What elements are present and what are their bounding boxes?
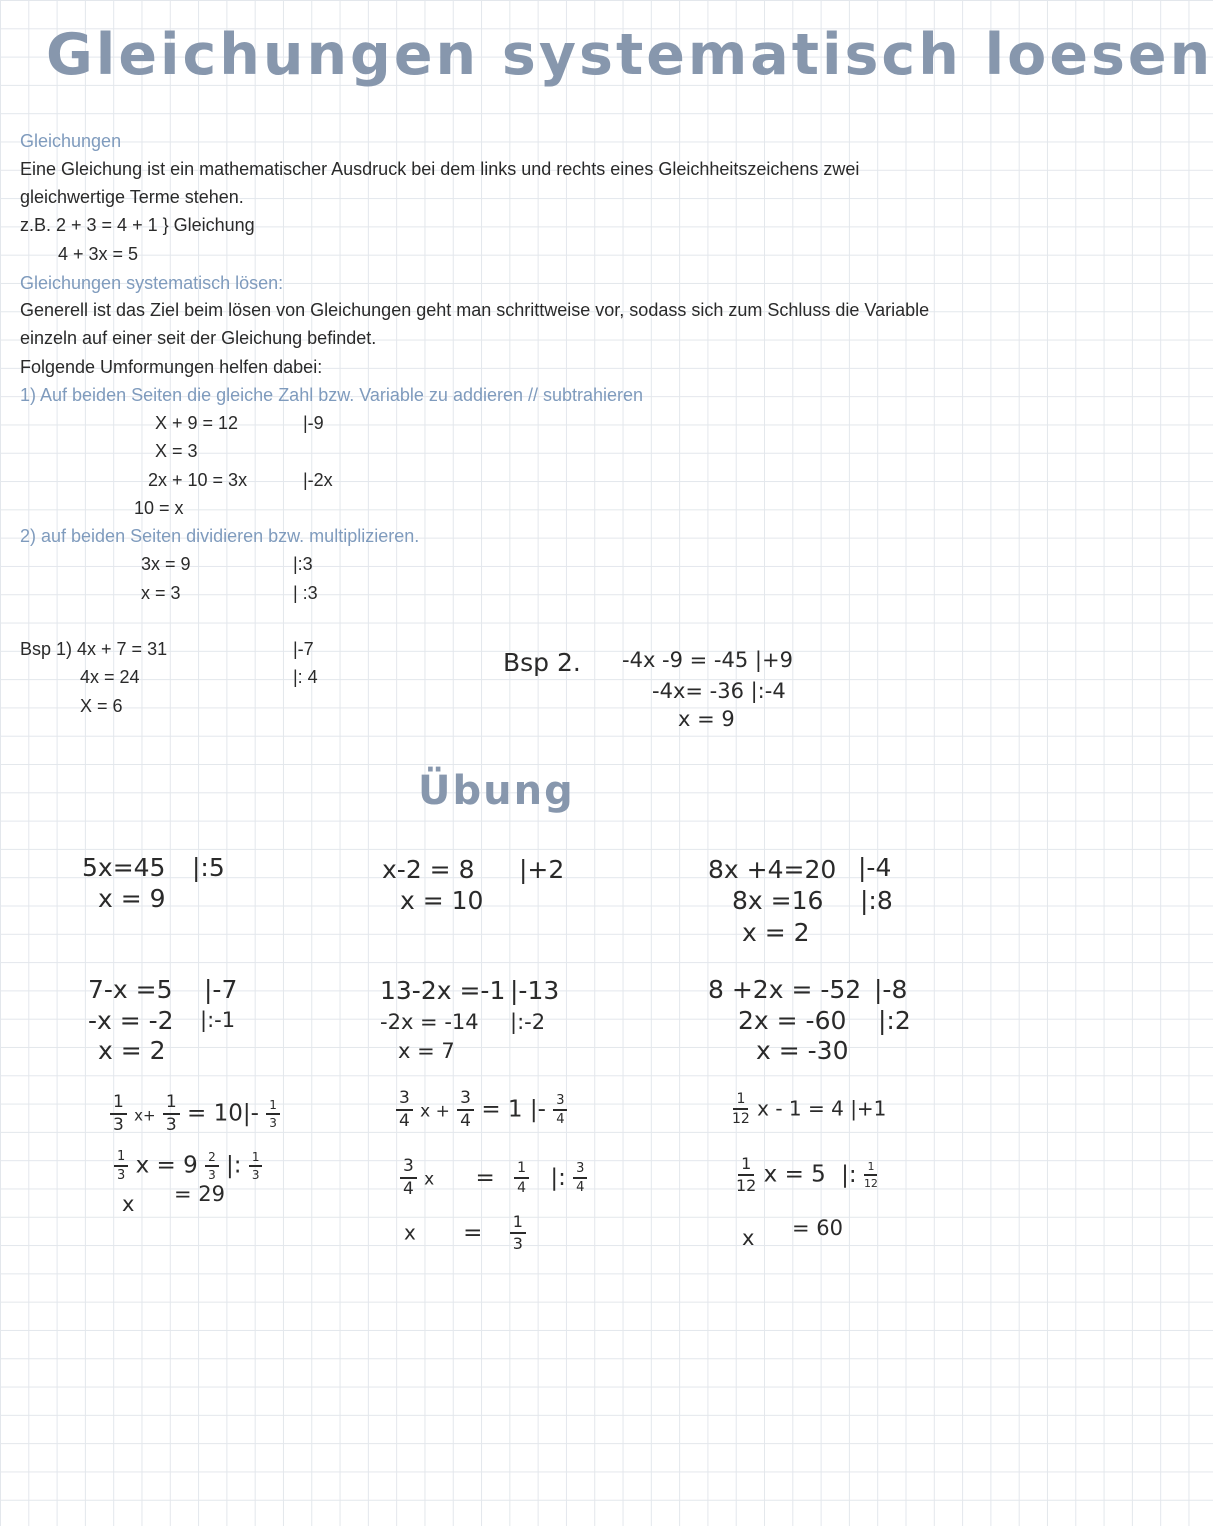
- exercise-4-step: -x = -2: [88, 1006, 174, 1035]
- exercise-1-result: x = 9: [98, 884, 166, 913]
- exercise-7-step: [114, 1150, 262, 1182]
- rule1-example-b-result: 10 = x: [134, 498, 184, 518]
- fraction-denominator: 3: [208, 1168, 216, 1182]
- fraction: [864, 1161, 878, 1189]
- fraction-numerator: 3: [457, 1090, 474, 1111]
- fraction-numerator: 1: [249, 1151, 263, 1167]
- fraction-numerator: 1: [738, 1156, 754, 1176]
- term: x: [135, 1152, 150, 1179]
- fraction-numerator: 1: [114, 1150, 128, 1167]
- term: x: [424, 1169, 435, 1190]
- exercise-3-operation-2: |:8: [860, 886, 893, 915]
- exercise-4-operation-2: |:-1: [200, 1008, 236, 1032]
- fraction-numerator: 1: [514, 1161, 529, 1179]
- exercise-9-equation: [732, 1092, 886, 1126]
- exercise-8-result: [404, 1214, 526, 1252]
- exercise-6-result: x = -30: [756, 1036, 849, 1065]
- term: x = 5: [763, 1161, 826, 1188]
- uebung-heading: Übung: [418, 768, 575, 814]
- exercise-3-step: 8x =16: [732, 886, 824, 915]
- rule1-example-b-equation: 2x + 10 = 3x: [148, 470, 248, 490]
- fraction-numerator: 3: [553, 1094, 567, 1111]
- fraction: [514, 1161, 529, 1195]
- fraction: [457, 1090, 474, 1130]
- fraction: [249, 1151, 263, 1181]
- exercise-7-result-x: x: [122, 1192, 135, 1216]
- term: = 1 |-: [481, 1096, 546, 1123]
- term: = 9: [156, 1152, 198, 1179]
- fraction-denominator: 12: [736, 1176, 757, 1195]
- exercise-4-equation: 7-x =5: [88, 975, 173, 1004]
- fraction-denominator: 4: [517, 1180, 527, 1196]
- exercise-6-operation-2: |:2: [878, 1006, 911, 1035]
- exercise-9-step: [736, 1156, 878, 1194]
- rule2-example-operation-1: |:3: [293, 554, 313, 574]
- bsp2-step: -4x= -36 |:-4: [652, 679, 786, 703]
- fraction-denominator: 4: [556, 1112, 565, 1127]
- bsp2-label: Bsp 2.: [503, 648, 581, 677]
- fraction: [732, 1092, 750, 1126]
- fraction-denominator: 3: [251, 1168, 260, 1182]
- fraction-denominator: 4: [403, 1179, 414, 1199]
- fraction-numerator: 1: [266, 1099, 280, 1115]
- fraction: [266, 1099, 280, 1129]
- exercise-1-operation: |:5: [192, 853, 225, 882]
- goal-line-1: Generell ist das Ziel beim lösen von Gleichungen geht man schrittweise vor, sodass sich zum Schluss die Variable: [20, 300, 930, 320]
- exercise-8-step: [400, 1158, 587, 1198]
- rule1-example-a-operation: |-9: [303, 413, 324, 433]
- goal-line-2: einzeln auf einer seit der Gleichung befindet.: [20, 328, 377, 348]
- exercise-1-equation: 5x=45: [82, 853, 166, 882]
- fraction: [400, 1158, 417, 1198]
- exercise-7-equation: [110, 1094, 280, 1134]
- fraction: [114, 1150, 128, 1182]
- term: =: [475, 1164, 495, 1191]
- exercise-2-operation: |+2: [519, 855, 565, 884]
- exercise-9-result-x: x: [742, 1226, 755, 1250]
- definition-line-2: gleichwertige Terme stehen.: [20, 187, 244, 207]
- term: |:: [841, 1161, 857, 1188]
- bsp1-result: X = 6: [80, 696, 123, 716]
- fraction-denominator: 3: [165, 1115, 177, 1135]
- term: x +: [420, 1101, 450, 1122]
- fraction-denominator: 12: [863, 1177, 878, 1190]
- exercise-2-equation: x-2 = 8: [382, 855, 475, 884]
- term: x - 1 = 4 |+1: [757, 1096, 887, 1121]
- rule1-example-b-operation: |-2x: [303, 470, 333, 490]
- exercise-6-operation-1: |-8: [874, 975, 908, 1004]
- fraction-denominator: 3: [269, 1116, 277, 1130]
- fraction: [510, 1214, 526, 1252]
- term: |:: [226, 1152, 242, 1179]
- fraction-numerator: 3: [400, 1158, 417, 1179]
- term: x: [404, 1220, 416, 1245]
- fraction-denominator: 3: [113, 1115, 124, 1135]
- bsp1-equation: Bsp 1) 4x + 7 = 31: [20, 639, 168, 659]
- bsp2-result: x = 9: [678, 707, 735, 731]
- bsp1-operation-2: |: 4: [293, 667, 318, 687]
- fraction: [163, 1094, 180, 1134]
- rule1-example-a-result: X = 3: [155, 441, 198, 461]
- rule2-example-operation-2: | :3: [293, 583, 318, 603]
- fraction-denominator: 12: [732, 1111, 750, 1127]
- exercise-5-step: -2x = -14: [380, 1010, 479, 1034]
- fraction-numerator: 2: [205, 1151, 219, 1167]
- exercise-3-operation-1: |-4: [858, 853, 892, 882]
- page-title: Gleichungen systematisch loesen: [46, 22, 1213, 88]
- section-heading-systematic: Gleichungen systematisch lösen:: [20, 273, 284, 293]
- bsp2-equation: -4x -9 = -45 |+9: [622, 648, 793, 672]
- exercise-3-result: x = 2: [742, 918, 810, 947]
- fraction: [396, 1090, 413, 1130]
- fraction-denominator: 3: [512, 1234, 523, 1253]
- exercise-5-operation-1: |-13: [510, 976, 560, 1005]
- rule-1-heading: 1) Auf beiden Seiten die gleiche Zahl bzw. Variable zu addieren // subtrahieren: [20, 385, 644, 405]
- fraction-numerator: 3: [396, 1090, 413, 1111]
- fraction-numerator: 1: [510, 1214, 526, 1234]
- exercise-7-result-value: = 29: [174, 1182, 225, 1206]
- fraction: [205, 1151, 219, 1181]
- fraction: [736, 1156, 756, 1194]
- fraction-denominator: 4: [460, 1111, 471, 1131]
- exercise-5-operation-2: |:-2: [510, 1010, 546, 1034]
- example-line-2: 4 + 3x = 5: [58, 244, 139, 264]
- fraction: [553, 1094, 567, 1126]
- rule2-example-equation: 3x = 9: [141, 554, 191, 574]
- term: |:: [550, 1164, 566, 1191]
- section-heading-gleichungen: Gleichungen: [20, 131, 122, 151]
- fraction-numerator: 1: [163, 1094, 180, 1115]
- rule-2-heading: 2) auf beiden Seiten dividieren bzw. multiplizieren.: [20, 526, 420, 546]
- fraction-denominator: 4: [576, 1180, 585, 1195]
- term: x+: [134, 1106, 156, 1125]
- fraction: [573, 1162, 587, 1194]
- exercise-8-equation: [396, 1090, 567, 1130]
- exercise-3-equation: 8x +4=20: [708, 855, 837, 884]
- exercise-9-result-value: = 60: [792, 1216, 843, 1240]
- exercise-5-equation: 13-2x =-1: [380, 976, 506, 1005]
- fraction-denominator: 3: [117, 1168, 126, 1183]
- term: =: [463, 1219, 483, 1246]
- fraction-numerator: 3: [573, 1162, 587, 1179]
- term: = 10|-: [187, 1100, 259, 1127]
- helpers-line: Folgende Umformungen helfen dabei:: [20, 357, 323, 377]
- bsp1-step: 4x = 24: [80, 667, 140, 687]
- fraction-denominator: 4: [399, 1111, 410, 1131]
- exercise-5-result: x = 7: [398, 1039, 455, 1063]
- definition-line-1: Eine Gleichung ist ein mathematischer Ausdruck bei dem links und rechts eines Gleichheitszeichens zwei: [20, 159, 860, 179]
- example-line-1: z.B. 2 + 3 = 4 + 1 } Gleichung: [20, 215, 255, 235]
- exercise-4-result: x = 2: [98, 1036, 166, 1065]
- exercise-2-result: x = 10: [400, 886, 484, 915]
- fraction: [110, 1094, 127, 1134]
- exercise-4-operation-1: |-7: [204, 975, 238, 1004]
- exercise-6-step: 2x = -60: [738, 1006, 847, 1035]
- fraction-numerator: 1: [864, 1161, 877, 1176]
- fraction-numerator: 1: [110, 1094, 127, 1115]
- exercise-6-equation: 8 +2x = -52: [708, 975, 862, 1004]
- fraction-numerator: 1: [733, 1092, 748, 1110]
- rule2-example-result: x = 3: [141, 583, 181, 603]
- bsp1-operation-1: |-7: [293, 639, 314, 659]
- rule1-example-a-equation: X + 9 = 12: [155, 413, 239, 433]
